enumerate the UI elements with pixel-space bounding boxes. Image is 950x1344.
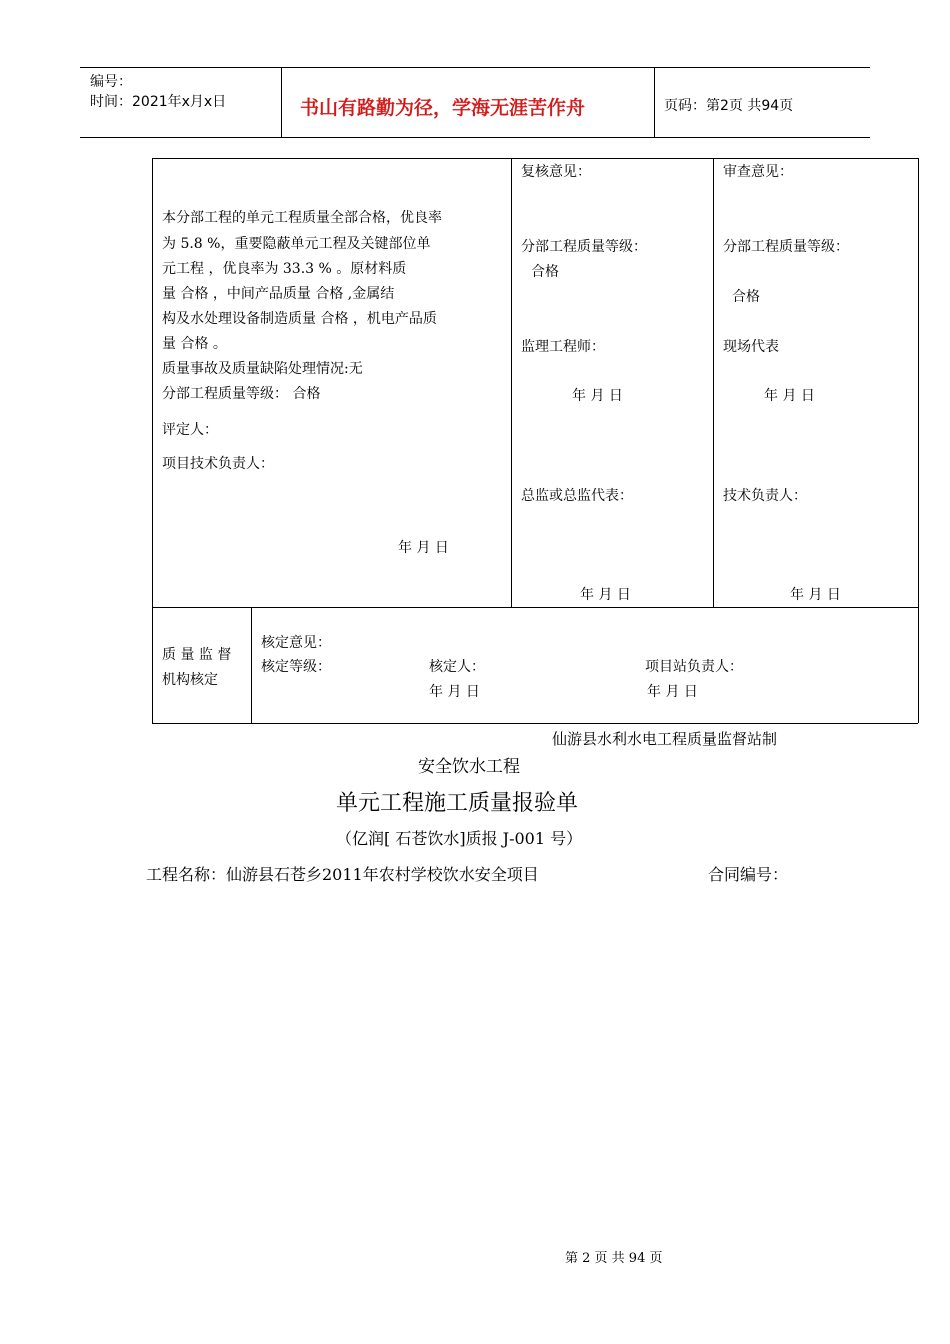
evaluation-text: 量 合格 。 (162, 336, 227, 352)
chief-supervisor-label: 总监或总监代表： (521, 488, 633, 504)
supervising-engineer-label: 监理工程师： (521, 339, 605, 355)
station-lead-label: 项目站负责人： (645, 659, 743, 675)
approver-label: 核定人： (429, 659, 485, 675)
review-grade-value: 合格 (531, 264, 559, 280)
table-col-divider (251, 607, 252, 723)
evaluation-text: 为 5.8 %，重要隐蔽单元工程及关键部位单 (162, 236, 431, 252)
table-border-right (918, 158, 919, 723)
audit-grade-value: 合格 (732, 289, 760, 305)
approval-grade-label: 核定等级： (261, 659, 331, 675)
project-type-title: 安全饮水工程 (418, 757, 520, 777)
supervision-label: 机构核定 (162, 672, 218, 688)
audit-date: 年 月 日 (764, 388, 815, 404)
tech-lead-label: 项目技术负责人： (162, 456, 274, 472)
doc-time-label: 时间：2021年x月x日 (90, 94, 227, 110)
doc-number-label: 编号： (90, 74, 132, 90)
form-code: （亿润[ 石苍饮水]质报 J-001 号） (336, 829, 583, 848)
audit-date: 年 月 日 (790, 587, 841, 603)
audit-grade-label: 分部工程质量等级： (723, 239, 849, 255)
table-border-top (152, 158, 918, 159)
site-representative-label: 现场代表 (723, 339, 779, 355)
form-title: 单元工程施工质量报验单 (336, 791, 579, 816)
table-border-bottom (152, 723, 918, 724)
evaluation-text: 构及水处理设备制造质量 合格 ，机电产品质 (162, 311, 437, 327)
evaluation-text: 本分部工程的单元工程质量全部合格，优良率 (162, 210, 442, 226)
evaluation-text: 量 合格 ，中间产品质量 合格 ,金属结 (162, 286, 395, 302)
evaluation-grade: 分部工程质量等级： 合格 (162, 386, 321, 402)
header-divider (281, 68, 282, 137)
table-row-divider (152, 607, 918, 608)
audit-opinion-label: 审查意见： (723, 164, 793, 180)
review-opinion-label: 复核意见： (521, 164, 591, 180)
evaluator-label: 评定人： (162, 422, 218, 438)
evaluation-text: 元工程 ，优良率为 33.3 % 。原材料质 (162, 261, 407, 277)
page-footer: 第 2 页 共 94 页 (565, 1251, 663, 1266)
table-col-divider (511, 158, 512, 607)
contract-number-label: 合同编号： (708, 865, 789, 884)
review-date: 年 月 日 (580, 587, 631, 603)
header-divider (654, 68, 655, 137)
header-motto: 书山有路勤为径，学海无涯苦作舟 (300, 97, 586, 119)
supervision-label: 质 量 监 督 (162, 647, 232, 663)
review-date: 年 月 日 (572, 388, 623, 404)
approval-opinion-label: 核定意见： (261, 635, 331, 651)
issuer-text: 仙游县水利水电工程质量监督站制 (552, 730, 778, 748)
supervision-date: 年 月 日 (647, 684, 698, 700)
table-col-divider (713, 158, 714, 607)
table-border-left (152, 158, 153, 723)
defect-handling-text: 质量事故及质量缺陷处理情况:无 (162, 361, 363, 377)
audit-tech-lead-label: 技术负责人： (723, 488, 807, 504)
review-grade-label: 分部工程质量等级： (521, 239, 647, 255)
supervision-date: 年 月 日 (429, 684, 480, 700)
page-indicator: 页码：第2页 共94页 (664, 98, 794, 114)
project-name: 工程名称：仙游县石苍乡2011年农村学校饮水安全项目 (146, 865, 539, 884)
evaluation-date: 年 月 日 (398, 540, 449, 556)
